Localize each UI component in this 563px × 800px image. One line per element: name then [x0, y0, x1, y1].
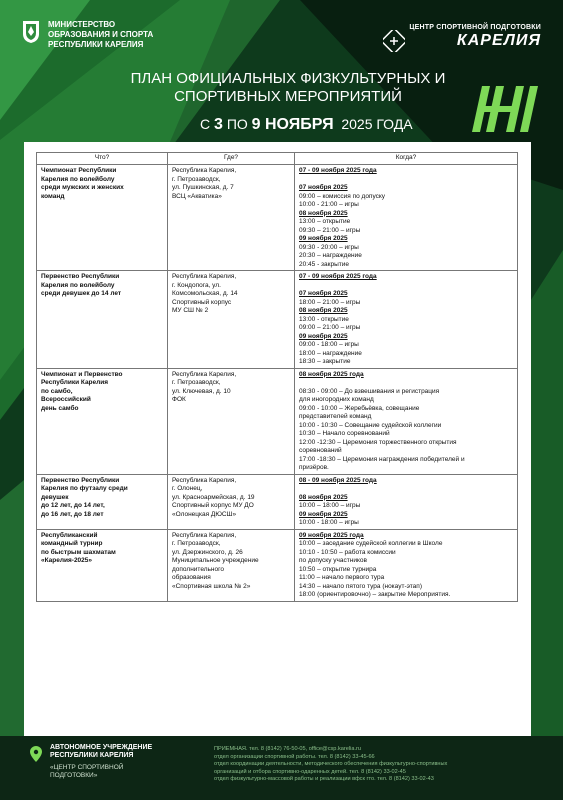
schedule-date: 08 ноября 2025 [299, 307, 348, 314]
event-name-line: Карелия по волейболу [41, 281, 115, 289]
center-brand: КАРЕЛИЯ [456, 32, 541, 49]
event-name-line: командный турнир [41, 540, 103, 547]
event-name-line: Карелия по волейболу [41, 175, 115, 183]
date-to-prefix: ПО [226, 116, 248, 132]
org-line-1: АВТОНОМНОЕ УЧРЕЖДЕНИЕ [50, 744, 153, 751]
contact-line[interactable]: ПРИЕМНАЯ. тел. 8 (8142) 76-50-05, office@csp.karelia.ru [214, 746, 361, 752]
schedule-document [24, 142, 531, 736]
event-name-line: день самбо [41, 404, 79, 412]
schedule-item: представителей команд [299, 413, 372, 420]
venue-cell [168, 529, 295, 601]
event-name-line: среди мужских и женских [41, 184, 124, 191]
ministry-line-3: РЕСПУБЛИКИ КАРЕЛИЯ [48, 40, 144, 49]
venue-line: ул. Ключевая, д. 10 [172, 387, 231, 395]
schedule-date: 09 ноября 2025 [299, 510, 348, 518]
schedule-item: 10:00 – 18:00 – игры [299, 502, 361, 509]
karelia-emblem-icon [22, 20, 40, 44]
venue-line: Республика Карелия, [172, 476, 237, 484]
event-name-line: Первенство Республики [41, 476, 120, 484]
venue-line: Комсомольская, д. 14 [172, 290, 238, 297]
schedule-item [299, 176, 513, 185]
schedule-item: 13:00 - открытие [299, 315, 349, 323]
schedule-item: 10:00 - 10:30 – Совещание судейской коллегии [299, 421, 442, 429]
schedule-item: 20:30 – награждение [299, 252, 362, 259]
event-name-cell [37, 368, 168, 474]
table-row [37, 529, 518, 601]
event-name-cell [37, 271, 168, 369]
column-header-when: Когда? [295, 153, 518, 165]
schedule-cell [295, 165, 518, 271]
table-row [37, 474, 518, 529]
schedule-cell [295, 529, 518, 601]
contacts-block [214, 746, 544, 784]
schedule-item: 18:30 – закрытие [299, 358, 351, 365]
event-name-line: до 12 лет, до 14 лет, [41, 502, 105, 509]
schedule-item: соревнований [299, 447, 342, 454]
schedule-item: 10:50 – открытие турнира [299, 565, 377, 573]
center-logo-block [409, 24, 541, 50]
event-name-cell [37, 165, 168, 271]
schedule-date: 07 - 09 ноября 2025 года [299, 273, 377, 280]
venue-line: Республика Карелия, [172, 370, 237, 378]
date-from-prefix: С [200, 116, 211, 132]
location-pin-icon [30, 746, 42, 762]
schedule-date: 07 - 09 ноября 2025 года [299, 167, 377, 174]
schedule-cell [295, 368, 518, 474]
schedule-item: 09:00 – комиссия по допуску [299, 192, 386, 200]
venue-line: «Спортивная школа № 2» [172, 582, 251, 590]
schedule-item: 18:00 – 21:00 – игры [299, 298, 361, 306]
schedule-date: 09 ноября 2025 года [299, 531, 364, 539]
schedule-item: 10:30 – Начало соревнований [299, 430, 390, 437]
schedule-date: 07 ноября 2025 [299, 184, 348, 191]
event-name-cell [37, 474, 168, 529]
ministry-line-2: ОБРАЗОВАНИЯ И СПОРТА [48, 30, 154, 39]
event-name-line: до 16 лет, до 18 лет [41, 510, 104, 518]
schedule-item: 14:30 – начало пятого тура (нокаут-этап) [299, 582, 422, 590]
schedule-table [36, 152, 518, 602]
column-header-where: Где? [168, 153, 295, 165]
org-subname [50, 764, 123, 780]
ministry-line-1: МИНИСТЕРСТВО [48, 20, 116, 29]
venue-line: Спортивный корпус [172, 298, 232, 306]
venue-line: Муниципальное учреждение [172, 557, 259, 564]
event-name-line: Чемпионат Республики [41, 167, 117, 174]
schedule-item: для иногородних команд [299, 396, 374, 403]
schedule-item: 18:00 (ориентировочно) – закрытие Мероприятия. [299, 591, 451, 598]
schedule-date: 07 ноября 2025 [299, 290, 348, 297]
schedule-item [299, 282, 513, 291]
venue-line: Спортивный корпус МУ ДО [172, 502, 254, 509]
date-range [200, 116, 413, 134]
venue-cell [168, 368, 295, 474]
page-title: ПЛАН ОФИЦИАЛЬНЫХ ФИЗКУЛЬТУРНЫХ И СПОРТИВНЫХ МЕРОПРИЯТИЙ [130, 70, 446, 105]
schedule-date: 09 ноября 2025 [299, 235, 348, 242]
contact-line: отдел организации спортивной работы. тел. 8 (8142) 33-45-66 [214, 753, 375, 760]
schedule-cell [295, 271, 518, 369]
schedule-item: 09:00 - 10:00 – Жеребьёвка, совещание [299, 404, 420, 412]
event-name-line: Республики Карелия [41, 379, 109, 386]
schedule-cell [295, 474, 518, 529]
venue-line: ВСЦ «Акватика» [172, 192, 222, 200]
schedule-item: призёров. [299, 464, 329, 471]
table-row [37, 368, 518, 474]
schedule-date: 08 ноября 2025 [299, 209, 348, 217]
venue-cell [168, 271, 295, 369]
org-line-3: «ЦЕНТР СПОРТИВНОЙ [50, 764, 124, 771]
venue-line: Республика Карелия, [172, 531, 237, 539]
center-logo-icon [383, 30, 405, 52]
venue-line: ул. Пушкинская, д. 7 [172, 184, 234, 191]
schedule-item: 09:00 - 18:00 – игры [299, 341, 359, 348]
event-name-line: команд [41, 192, 65, 200]
schedule-date: 08 ноября 2025 года [299, 370, 364, 378]
schedule-item: 18:00 – награждение [299, 349, 362, 357]
contact-line: организаций и отбора спортивно-одаренных детей. тел. 8 (8142) 33-02-45 [214, 768, 406, 775]
venue-line: Республика Карелия, [172, 167, 237, 174]
schedule-date: 08 ноября 2025 [299, 493, 348, 501]
schedule-item: по допуску участников [299, 557, 367, 564]
venue-line: Республика Карелия, [172, 273, 237, 280]
date-from-day: 3 [214, 116, 223, 133]
event-name-line: Республиканский [41, 531, 98, 539]
schedule-item: 12:00 -12:30 – Церемония торжественного открытия [299, 438, 457, 446]
table-body [37, 165, 518, 602]
event-name-line: Карелия по футзалу среди [41, 485, 128, 492]
schedule-item: 10:10 - 10:50 – работа комиссии [299, 548, 396, 556]
event-name-line: девушек [41, 493, 69, 501]
ministry-block [22, 20, 153, 50]
venue-line: г. Петрозаводск, [172, 540, 221, 547]
header [0, 0, 563, 150]
schedule-item: 20:45 - закрытие [299, 260, 349, 268]
org-line-2: РЕСПУБЛИКИ КАРЕЛИЯ [50, 752, 134, 759]
table-row [37, 271, 518, 369]
event-name-line: по быстрым шахматам [41, 548, 116, 556]
event-name-line: Первенство Республики [41, 273, 120, 280]
venue-line: МУ СШ № 2 [172, 307, 209, 314]
table-row [37, 165, 518, 271]
schedule-item [299, 379, 513, 388]
schedule-date: 09 ноября 2025 [299, 332, 348, 340]
venue-line: г. Петрозаводск, [172, 379, 221, 386]
venue-line: г. Кондопога, ул. [172, 281, 221, 289]
column-header-what: Что? [37, 153, 168, 165]
venue-cell [168, 474, 295, 529]
center-label: ЦЕНТР СПОРТИВНОЙ ПОДГОТОВКИ [409, 24, 541, 31]
event-name-cell [37, 529, 168, 601]
schedule-item [299, 485, 513, 494]
contact-line: отдел координации деятельности, методического обеспечения физкультурно-спортивных [214, 761, 448, 768]
table-header-row [37, 153, 518, 165]
schedule-item: 10:00 - 21:00 – игры [299, 201, 359, 208]
event-name-line: среди девушек до 14 лет [41, 290, 122, 297]
venue-line: «Олонецкая ДЮСШ» [172, 510, 237, 518]
schedule-item: 09:30 – 21:00 – игры [299, 226, 361, 234]
schedule-item: 17:00 -18:30 – Церемония награждения победителей и [299, 455, 465, 463]
schedule-item: 13:00 – открытие [299, 218, 351, 225]
schedule-item: 09:30 - 20:00 – игры [299, 243, 359, 251]
venue-line: ул. Дзержинского, д. 26 [172, 548, 243, 556]
schedule-item: 10:00 – заседание судейской коллегии в Школе [299, 540, 443, 547]
venue-line: ФОК [172, 396, 186, 403]
venue-line: образования [172, 574, 211, 581]
event-name-line: «Карелия-2025» [41, 557, 93, 564]
event-name-line: по самбо, [41, 387, 73, 395]
contact-line: отдел физкультурно-массовой работы и реализации вфск гто. тел. 8 (8142) 33-02-43 [214, 776, 434, 783]
schedule-item: 10:00 - 18:00 – игры [299, 519, 359, 526]
schedule-date: 08 - 09 ноября 2025 года [299, 476, 377, 484]
date-to-day: 9 НОЯБРЯ [251, 116, 334, 133]
schedule-item: 08:30 - 09:00 – До взвешивания и регистрация [299, 387, 440, 395]
org-name [50, 744, 152, 760]
venue-line: г. Олонец, [172, 485, 203, 492]
event-name-line: Чемпионат и Первенство [41, 370, 123, 378]
date-year: 2025 ГОДА [341, 116, 413, 132]
org-line-4: ПОДГОТОВКИ» [50, 772, 98, 779]
schedule-item: 09:00 – 21:00 – игры [299, 324, 361, 331]
venue-cell [168, 165, 295, 271]
event-name-line: Всероссийский [41, 396, 91, 403]
brand-mark-icon [468, 84, 538, 134]
venue-line: г. Петрозаводск, [172, 175, 221, 183]
schedule-item: 11:00 – начало первого тура [299, 574, 385, 581]
venue-line: дополнительного [172, 565, 224, 573]
venue-line: ул. Красноармейская, д. 19 [172, 493, 255, 501]
